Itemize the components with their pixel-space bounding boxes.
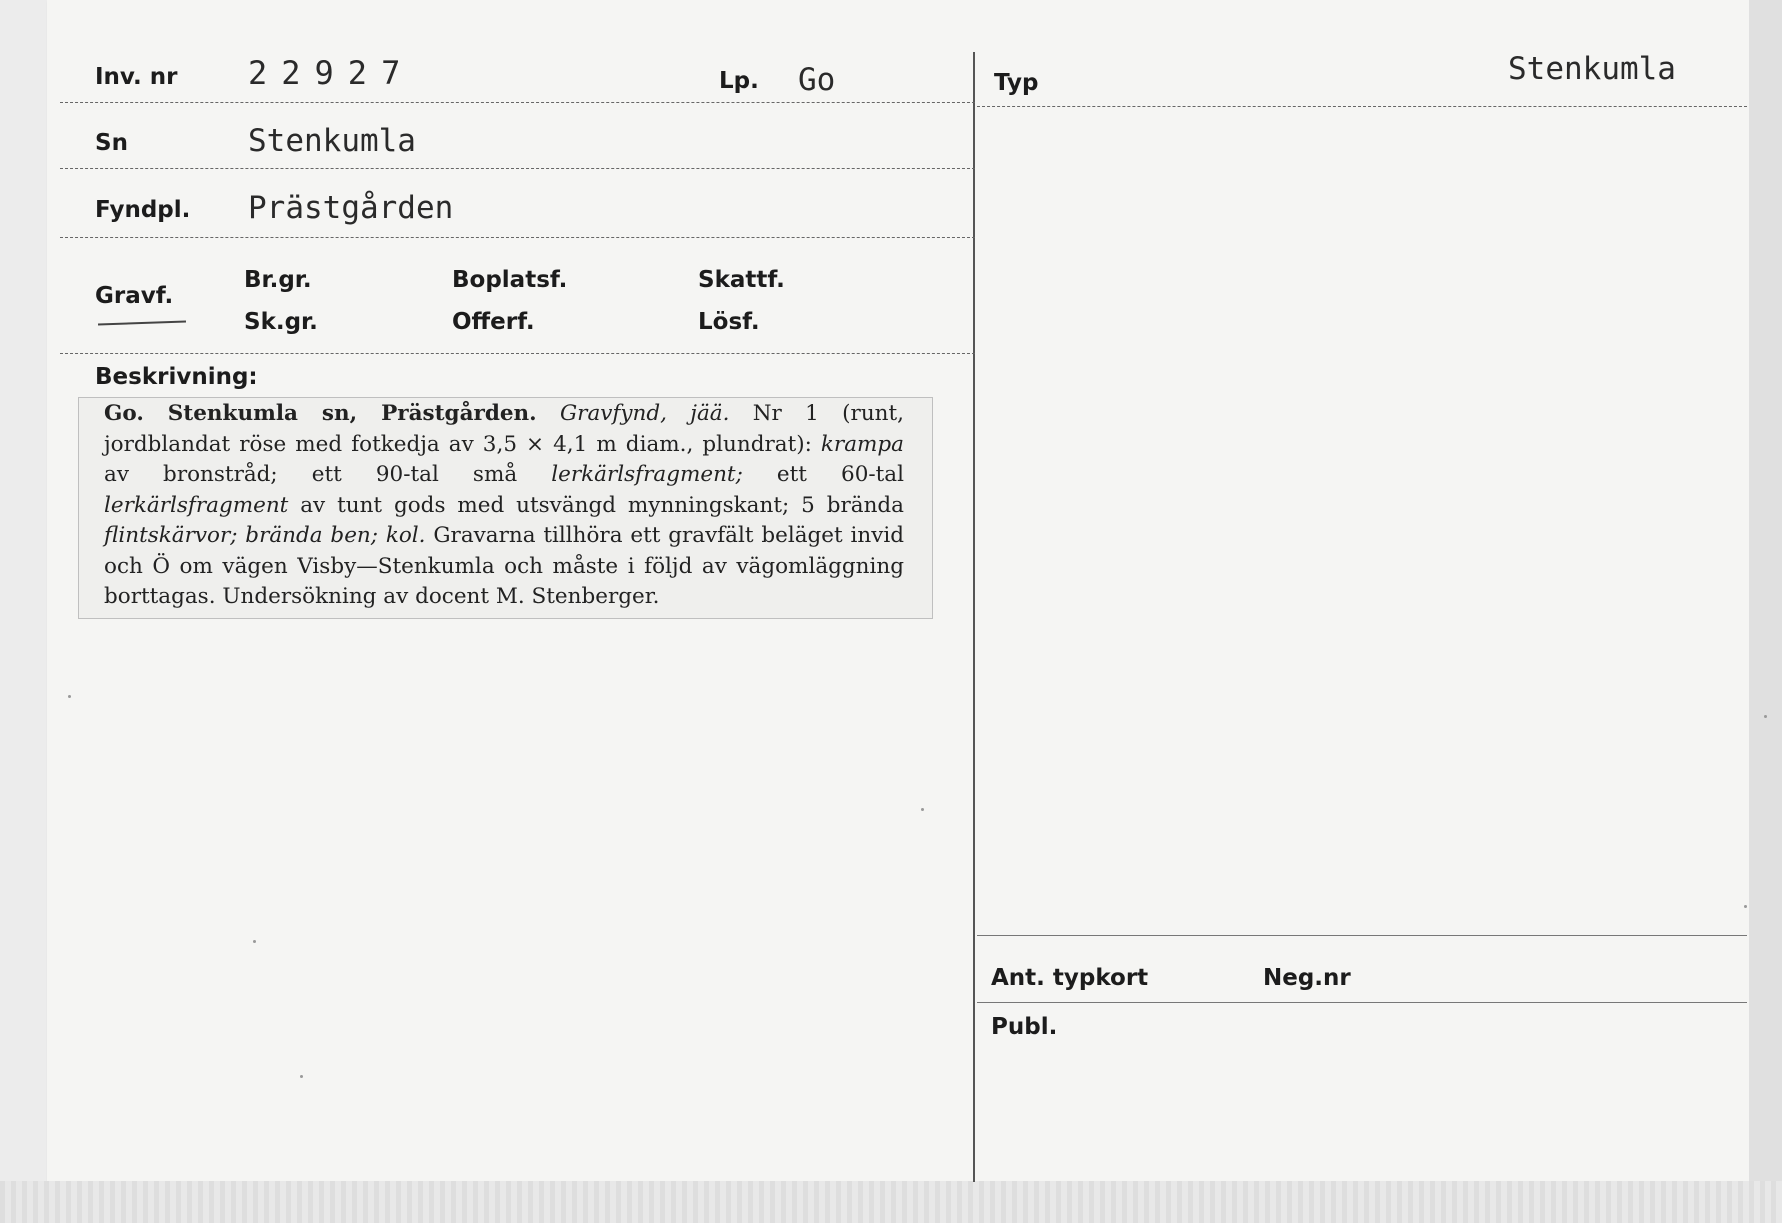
desc-part-7: ett 60-tal: [742, 462, 904, 487]
desc-part-11: Gravarna tillhöra ett gravfält beläget invid och Ö om vägen Visby—Stenkumla och måste i följd av vägomläggning borttagas. Undersökning av docent M. Stenberger.: [104, 523, 904, 609]
scan-speck: [1744, 905, 1747, 908]
skattf-label: Skattf.: [698, 267, 785, 293]
losf-label: Lösf.: [698, 309, 760, 335]
rule-fyndpl: [60, 237, 975, 238]
rule-gravf: [60, 353, 975, 354]
rule-sn: [60, 168, 975, 169]
inv-nr-value: 22927: [248, 54, 415, 92]
desc-part-5: av bronstråd; ett 90-tal små: [104, 462, 552, 487]
lp-label: Lp.: [719, 68, 759, 94]
desc-heading: Go. Stenkumla sn, Prästgården.: [104, 401, 537, 426]
fyndpl-label: Fyndpl.: [95, 197, 191, 223]
typ-value: Stenkumla: [1508, 51, 1676, 87]
description-text: [104, 399, 904, 613]
scan-speck: [921, 808, 924, 811]
desc-part-4: krampa: [820, 431, 904, 457]
scan-speck: [1764, 715, 1767, 718]
rule-typ: [977, 106, 1747, 107]
desc-part-6: lerkärlsfragment;: [551, 462, 743, 487]
desc-part-3: Nr 1 (runt, jordblandat röse med fotkedja av 3,5 × 4,1 m diam., plundrat):: [104, 401, 904, 457]
scan-speck: [68, 695, 71, 698]
desc-part-10: flintskärvor; brända ben; kol.: [104, 523, 426, 548]
ant-typkort-label: Ant. typkort: [991, 965, 1149, 991]
fyndpl-value: Prästgården: [248, 190, 454, 226]
lp-value: Go: [798, 62, 836, 98]
rule-inv: [60, 102, 975, 103]
column-divider: [973, 52, 975, 1182]
inv-nr-label: Inv. nr: [95, 64, 178, 90]
sn-value: Stenkumla: [248, 123, 416, 159]
negnr-label: Neg.nr: [1263, 965, 1351, 991]
card-edge-shadow: [1749, 0, 1782, 1181]
publ-label: Publ.: [991, 1014, 1058, 1040]
boplatsf-label: Boplatsf.: [452, 267, 568, 293]
rule-ant-bottom: [977, 1002, 1747, 1003]
gravf-label: Gravf.: [95, 283, 174, 309]
desc-type: Gravfynd, jää.: [560, 401, 730, 426]
scan-speck: [300, 1075, 303, 1078]
typ-label: Typ: [994, 70, 1039, 96]
rule-ant-top: [977, 935, 1747, 936]
desc-part-9: av tunt gods med utsvängd mynningskant; 5 brända: [288, 492, 904, 518]
scan-speck: [253, 940, 256, 943]
brgr-label: Br.gr.: [244, 267, 312, 293]
scan-bottom-strip: [0, 1181, 1782, 1223]
beskrivning-label: Beskrivning:: [95, 364, 258, 390]
sn-label: Sn: [95, 130, 128, 156]
skgr-label: Sk.gr.: [244, 309, 318, 335]
desc-part-8: lerkärlsfragment: [104, 492, 289, 518]
offerf-label: Offerf.: [452, 309, 535, 335]
